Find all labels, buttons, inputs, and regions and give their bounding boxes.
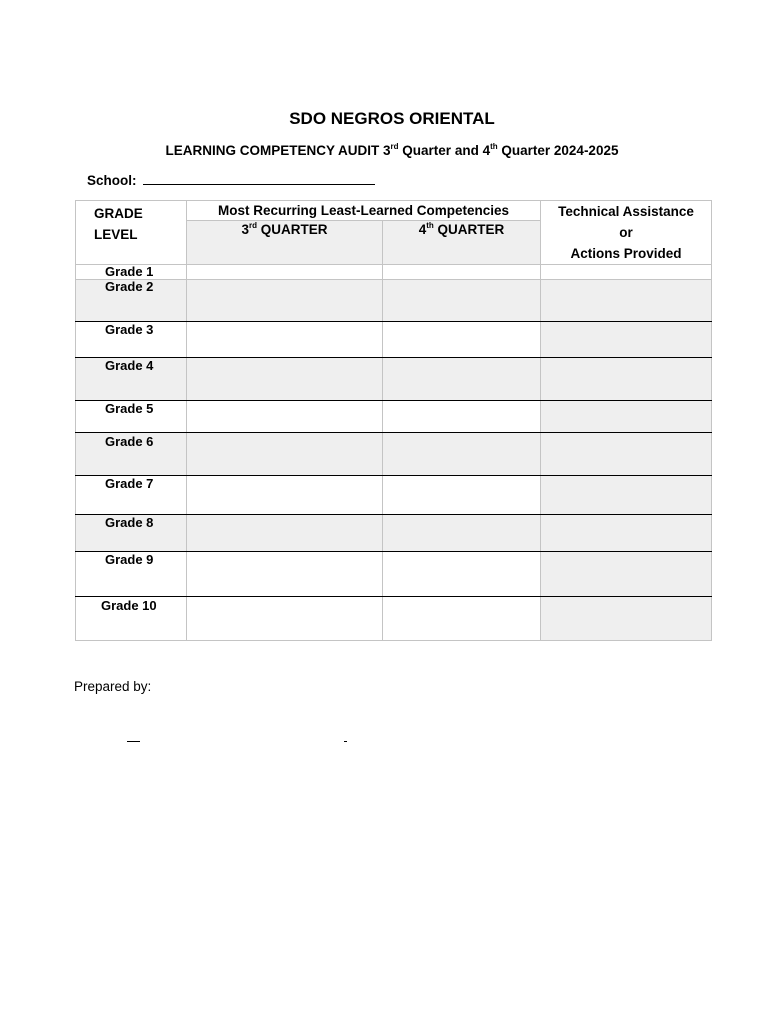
q4-cell[interactable] bbox=[383, 401, 541, 433]
q3-header bbox=[187, 221, 383, 265]
signature-line-end bbox=[344, 741, 347, 742]
table-row bbox=[76, 597, 712, 641]
grade-header-line2: LEVEL bbox=[94, 227, 138, 242]
ta-cell[interactable] bbox=[541, 401, 712, 433]
q4-cell[interactable] bbox=[383, 433, 541, 476]
school-input-line[interactable] bbox=[143, 172, 375, 185]
q3-cell[interactable] bbox=[187, 515, 383, 552]
table-row bbox=[76, 322, 712, 358]
q4-cell[interactable] bbox=[383, 322, 541, 358]
grade-header-line1: GRADE bbox=[94, 206, 143, 221]
table-row bbox=[76, 515, 712, 552]
q4-cell[interactable] bbox=[383, 552, 541, 597]
table-row bbox=[76, 401, 712, 433]
q3-sup: rd bbox=[249, 221, 257, 231]
ta-cell[interactable] bbox=[541, 597, 712, 641]
prepared-by-label: Prepared by: bbox=[74, 679, 152, 694]
ta-cell[interactable] bbox=[541, 552, 712, 597]
q3-cell[interactable] bbox=[187, 358, 383, 401]
ta-cell[interactable] bbox=[541, 322, 712, 358]
grade-label: Grade 7 bbox=[76, 476, 187, 515]
q4-label: QUARTER bbox=[433, 222, 505, 238]
subtitle-part3: Quarter 2024-2025 bbox=[497, 143, 619, 158]
grade-label: Grade 1 bbox=[76, 265, 187, 280]
document-title: SDO NEGROS ORIENTAL bbox=[289, 109, 495, 128]
q3-cell[interactable] bbox=[187, 476, 383, 515]
ta-line1: Technical Assistance bbox=[558, 204, 694, 219]
ta-cell[interactable] bbox=[541, 476, 712, 515]
grade-label: Grade 3 bbox=[76, 322, 187, 358]
q3-cell[interactable] bbox=[187, 597, 383, 641]
ta-cell[interactable] bbox=[541, 433, 712, 476]
subtitle-part1: LEARNING COMPETENCY AUDIT 3 bbox=[165, 143, 391, 158]
signature-line[interactable] bbox=[127, 741, 140, 742]
technical-assistance-header bbox=[541, 201, 712, 265]
competencies-header: Most Recurring Least-Learned Competencies bbox=[187, 201, 541, 221]
subtitle-sup2: th bbox=[490, 142, 498, 151]
q4-num: 4 bbox=[418, 222, 427, 238]
q3-cell[interactable] bbox=[187, 280, 383, 322]
table-row bbox=[76, 552, 712, 597]
grade-level-header bbox=[76, 201, 187, 265]
grade-label: Grade 2 bbox=[76, 280, 187, 322]
q3-cell[interactable] bbox=[187, 322, 383, 358]
q4-cell[interactable] bbox=[383, 280, 541, 322]
table-row bbox=[76, 358, 712, 401]
subtitle-sup1: rd bbox=[390, 142, 399, 151]
q4-cell[interactable] bbox=[383, 515, 541, 552]
table-row bbox=[76, 265, 712, 280]
q4-cell[interactable] bbox=[383, 597, 541, 641]
q3-cell[interactable] bbox=[187, 265, 383, 280]
audit-table bbox=[75, 200, 712, 641]
q4-cell[interactable] bbox=[383, 476, 541, 515]
table-row bbox=[76, 280, 712, 322]
q3-label: QUARTER bbox=[257, 222, 328, 238]
ta-cell[interactable] bbox=[541, 280, 712, 322]
q4-cell[interactable] bbox=[383, 265, 541, 280]
grade-label: Grade 5 bbox=[76, 401, 187, 433]
q3-cell[interactable] bbox=[187, 401, 383, 433]
grade-label: Grade 8 bbox=[76, 515, 187, 552]
q3-num: 3 bbox=[241, 222, 249, 238]
subtitle-part2: Quarter and 4 bbox=[398, 143, 491, 158]
table-row bbox=[76, 433, 712, 476]
grade-label: Grade 9 bbox=[76, 552, 187, 597]
school-field bbox=[87, 172, 375, 188]
ta-cell[interactable] bbox=[541, 515, 712, 552]
ta-cell[interactable] bbox=[541, 265, 712, 280]
ta-cell[interactable] bbox=[541, 358, 712, 401]
ta-line2: or bbox=[619, 225, 633, 240]
table-row bbox=[76, 476, 712, 515]
grade-label: Grade 4 bbox=[76, 358, 187, 401]
header-row-1 bbox=[76, 201, 712, 221]
q4-cell[interactable] bbox=[383, 358, 541, 401]
q4-header bbox=[383, 221, 541, 265]
ta-line3: Actions Provided bbox=[570, 246, 682, 261]
school-label: School: bbox=[87, 173, 137, 188]
grade-label: Grade 6 bbox=[76, 433, 187, 476]
q3-cell[interactable] bbox=[187, 433, 383, 476]
q3-cell[interactable] bbox=[187, 552, 383, 597]
grade-label: Grade 10 bbox=[76, 597, 187, 641]
document-subtitle bbox=[0, 143, 768, 158]
q4-sup: th bbox=[426, 221, 434, 231]
